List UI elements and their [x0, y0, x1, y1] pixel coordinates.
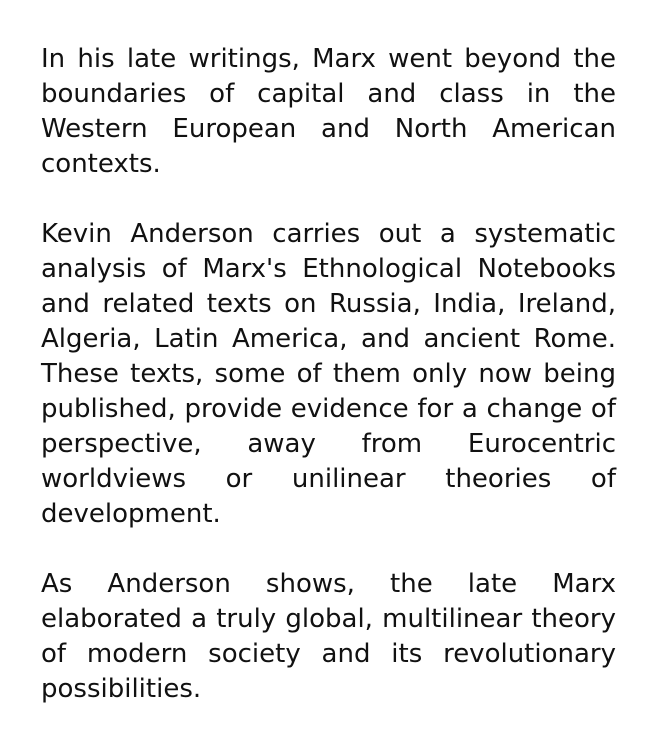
paragraph-global-theory: As Anderson shows, the late Marx elaborated a truly global, multilinear theory of modern society and its revolutionary possibilities.: [41, 569, 616, 704]
paragraph-late-writings: In his late writings, Marx went beyond the boundaries of capital and class in the Western European and North American contexts.: [41, 44, 616, 179]
paragraph-anderson-analysis: Kevin Anderson carries out a systematic analysis of Marx's Ethnological Notebooks and related texts on Russia, India, Ireland, Algeria, Latin America, and ancient Rome. These texts, some of them only now being published, provide evidence for a change of perspective, away from Eurocentric worldviews or unilinear theories of development.: [41, 219, 616, 529]
text-body: [41, 42, 616, 707]
